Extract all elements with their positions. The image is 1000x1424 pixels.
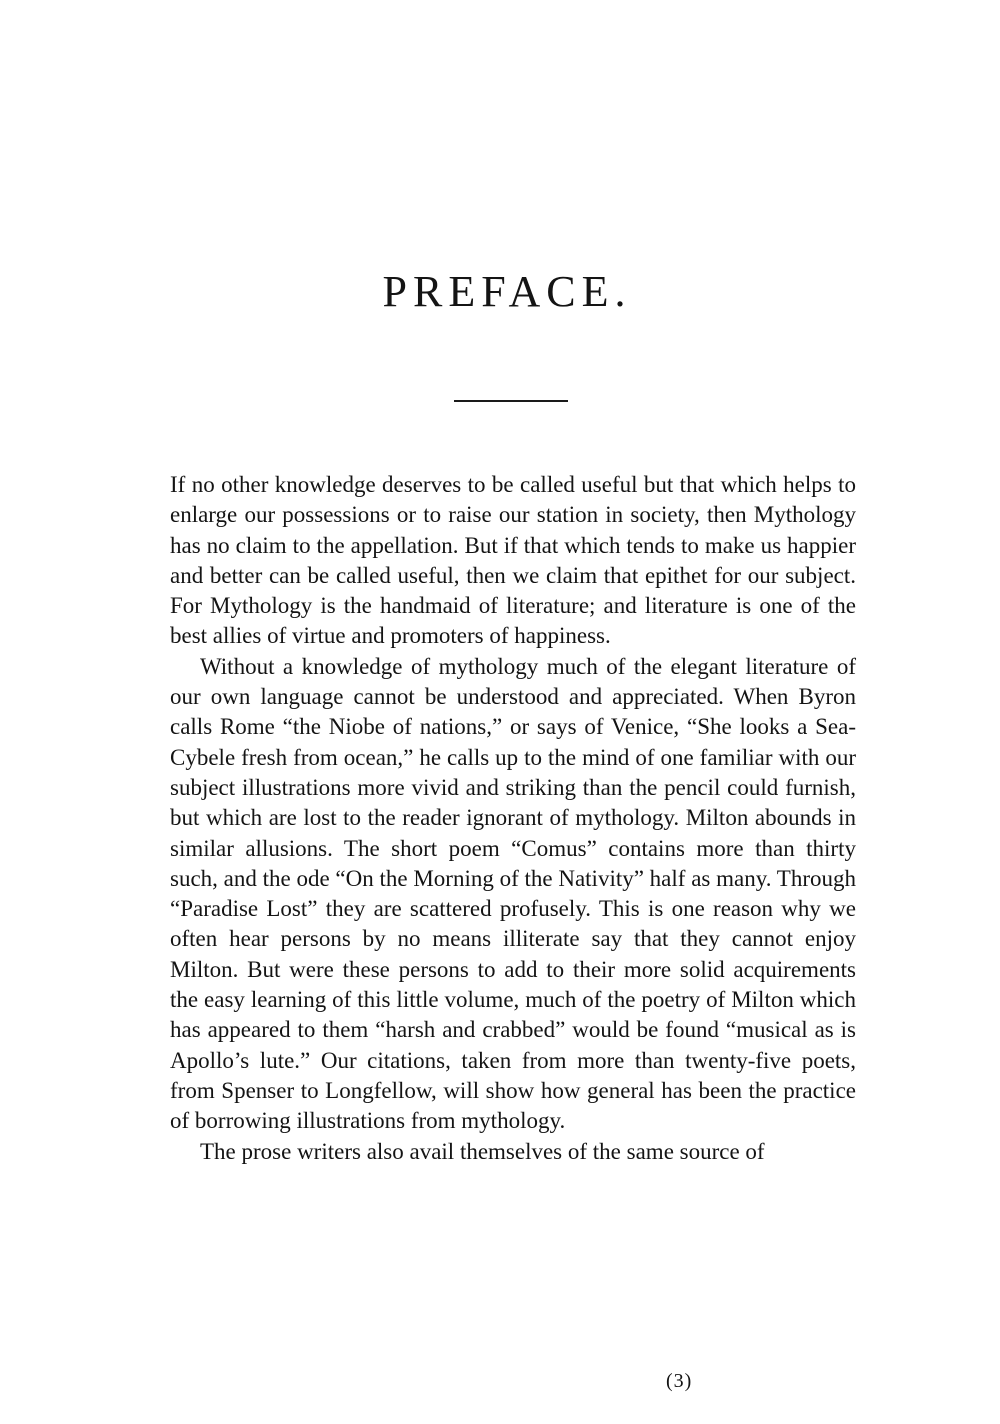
paragraph-1-lead-word: If xyxy=(170,472,186,497)
page-title: PREFACE. xyxy=(382,267,632,316)
paragraph-2: Without a knowledge of mythology much of the elegant literature of our own language cannot be understood and appreciated. When Byron calls Rome “the Niobe of nations,” or says of Venice, “She looks a Sea-Cybele fresh from ocean,” he calls up to the mind of one familiar with our subject illustrations more vivid and striking than the pencil could furnish, but which are lost to the reader ignorant of mythology. Milton abounds in similar allusions. The short poem “Comus” contains more than thirty such, and the ode “On the Morning of the Nativity” half as many. Through “Paradise Lost” they are scattered profusely. This is one reason why we often hear persons by no means illiterate say that they cannot enjoy Milton. But were these persons to add to their more solid acquirements the easy learning of this little volume, much of the poetry of Milton which has appeared to them “harsh and crabbed” would be found “musical as is Apollo’s lute.” Our citations, taken from more than twenty-five poets, from Spenser to Longfellow, will show how general has been the practice of borrowing illustrations from mythology. xyxy=(170,653,857,1134)
paragraph-1 xyxy=(170,470,856,652)
title-divider xyxy=(454,400,568,402)
page-number: (3) xyxy=(666,1370,693,1392)
preface-body xyxy=(170,470,856,1167)
paragraph-1-text: no other knowledge deserves to be called useful but that which helps to enlarge our possessions or to raise our station in society, then Mythology has no claim to the appellation. But if that which tends to make us happier and better can be called useful, then we claim that epithet for our subject. For Mythology is the handmaid of literature; and literature is one of the best allies of virtue and promoters of happiness. xyxy=(170,472,856,649)
paragraph-3: The prose writers also avail themselves of the same source of xyxy=(200,1138,765,1164)
